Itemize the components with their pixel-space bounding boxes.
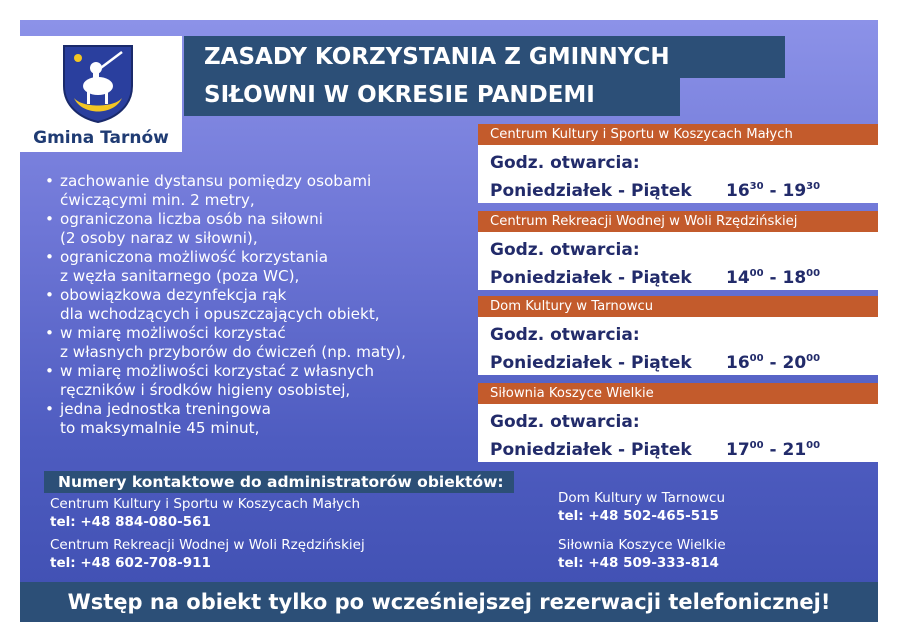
facility-hours xyxy=(478,145,878,203)
hours-label: Godz. otwarcia: xyxy=(490,153,640,173)
hours-time: $14^{00} - 18^{00}$ xyxy=(726,268,821,288)
facility-name: Siłownia Koszyce Wielkie xyxy=(478,383,878,404)
hours-days: Poniedziałek - Piątek xyxy=(490,268,692,288)
hours-days: Poniedziałek - Piątek xyxy=(490,353,692,373)
contact-item xyxy=(50,495,360,531)
facility-card xyxy=(478,124,878,203)
hours-label: Godz. otwarcia: xyxy=(490,240,640,260)
page-title-line-2: SIŁOWNI W OKRESIE PANDEMI xyxy=(184,74,680,116)
hours-label: Godz. otwarcia: xyxy=(490,412,640,432)
facility-card xyxy=(478,383,878,462)
facility-name: Centrum Rekreacji Wodnej w Woli Rzędzińskiej xyxy=(478,211,878,232)
rule-item: • zachowanie dystansu pomiędzy osobami ćwiczącymi min. 2 metry, xyxy=(44,172,464,210)
hours-days: Poniedziałek - Piątek xyxy=(490,440,692,460)
facility-card xyxy=(478,211,878,290)
facility-hours xyxy=(478,317,878,375)
contact-name: Dom Kultury w Tarnowcu xyxy=(558,490,726,506)
page-title-line-1: ZASADY KORZYSTANIA Z GMINNYCH xyxy=(184,36,785,78)
facility-name: Dom Kultury w Tarnowcu xyxy=(478,296,878,317)
facility-hours xyxy=(478,404,878,462)
facility-hours xyxy=(478,232,878,290)
contact-name: Centrum Kultury i Sportu w Koszycach Małych xyxy=(50,496,360,512)
logo xyxy=(20,36,182,152)
contact-name: Centrum Rekreacji Wodnej w Woli Rzędzińskiej xyxy=(50,537,365,553)
contact-item xyxy=(558,536,726,572)
gmina-name: Gmina Tarnów xyxy=(33,128,169,148)
contact-name: Siłownia Koszyce Wielkie xyxy=(558,537,726,553)
contact-phone[interactable]: tel: +48 884-080-561 xyxy=(50,514,211,530)
hours-time: $17^{00} - 21^{00}$ xyxy=(726,440,821,460)
rule-item: • jedna jednostka treningowa to maksymalnie 45 minut, xyxy=(44,400,464,438)
hours-days: Poniedziałek - Piątek xyxy=(490,181,692,201)
rule-item: • w miarę możliwości korzystać z własnych przyborów do ćwiczeń (np. maty), xyxy=(44,324,464,362)
contact-phone[interactable]: tel: +48 502-465-515 xyxy=(558,508,719,524)
hours-time: $16^{30} - 19^{30}$ xyxy=(726,181,821,201)
hours-time: $16^{00} - 20^{00}$ xyxy=(726,353,821,373)
contact-item xyxy=(50,536,365,572)
rules-list xyxy=(44,172,464,438)
rule-item: • w miarę możliwości korzystać z własnych ręczników i środków higieny osobistej, xyxy=(44,362,464,400)
contact-item xyxy=(558,489,725,525)
rule-item: • obowiązkowa dezynfekcja rąk dla wchodzących i opuszczających obiekt, xyxy=(44,286,464,324)
contact-phone[interactable]: tel: +48 509-333-814 xyxy=(558,555,719,571)
rule-item: • ograniczona liczba osób na siłowni (2 osoby naraz w siłowni), xyxy=(44,210,464,248)
hours-label: Godz. otwarcia: xyxy=(490,325,640,345)
facility-card xyxy=(478,296,878,375)
reservation-notice: Wstęp na obiekt tylko po wcześniejszej rezerwacji telefonicznej! xyxy=(20,582,878,622)
facility-name: Centrum Kultury i Sportu w Koszycach Małych xyxy=(478,124,878,145)
contacts-heading: Numery kontaktowe do administratorów obiektów: xyxy=(44,471,514,493)
coat-of-arms-icon xyxy=(60,42,136,124)
contact-phone[interactable]: tel: +48 602-708-911 xyxy=(50,555,211,571)
rule-item: • ograniczona możliwość korzystania z węzła sanitarnego (poza WC), xyxy=(44,248,464,286)
